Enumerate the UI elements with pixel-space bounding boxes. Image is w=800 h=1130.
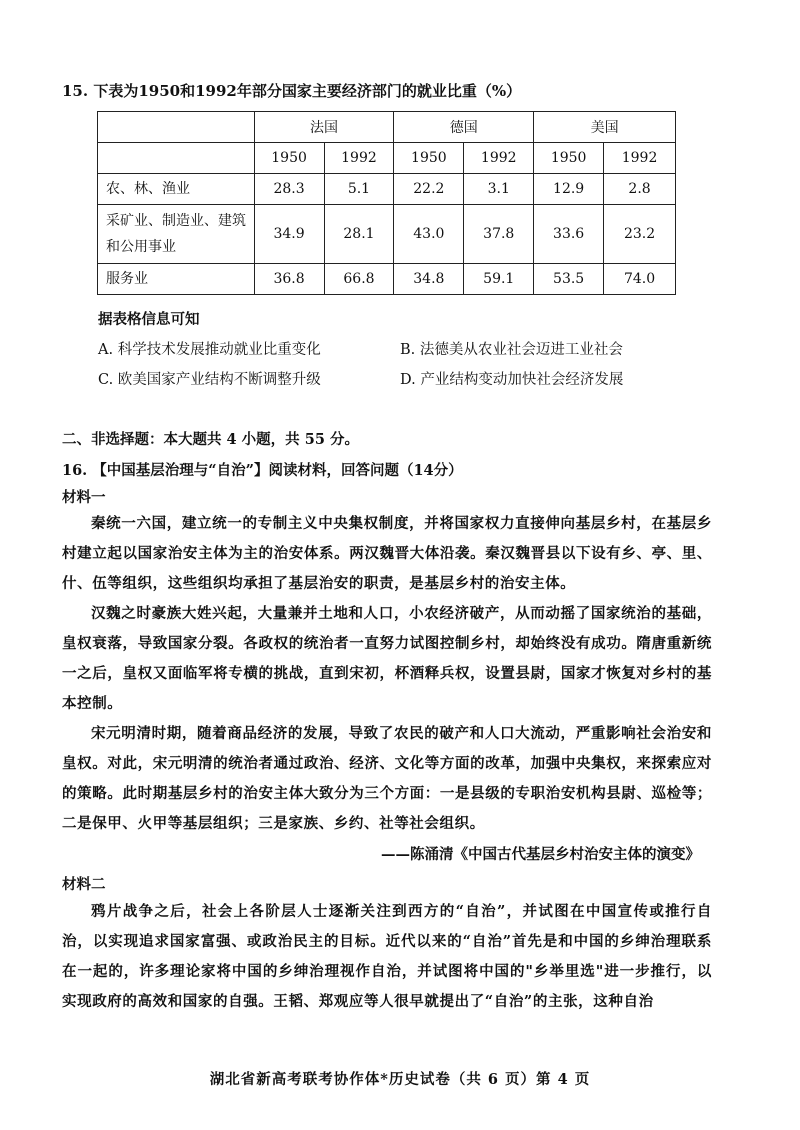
section-heading: 二、非选择题：本大题共 4 小题，共 55 分。 bbox=[62, 431, 359, 448]
year-header: 1992 bbox=[464, 143, 534, 174]
material-1-paragraph: 宋元明清时期，随着商品经济的发展，导致了农民的破产和人口大流动，严重影响社会治安和皇权。对此，宋元明清的统治者通过政治、经济、文化等方面的改革，加强中央集权，来探索应对的策略。此时期基层乡村的治安主体大致分为三个方面：一是县级的专职治安机构县尉、巡检等；二是保甲、火甲等基层组织；三是家族、乡约、社等社会组织。 bbox=[62, 725, 712, 832]
table-cell: 22.2 bbox=[394, 174, 464, 205]
year-header: 1992 bbox=[324, 143, 394, 174]
table-cell: 36.8 bbox=[254, 264, 324, 295]
material-2-label: 材料二 bbox=[62, 876, 106, 893]
row-label: 服务业 bbox=[98, 264, 255, 295]
option-d: D. 产业结构变动加快社会经济发展 bbox=[400, 372, 624, 388]
table-corner-cell bbox=[98, 112, 255, 143]
question-lead: 据表格信息可知 bbox=[98, 311, 200, 328]
table-row bbox=[98, 264, 676, 295]
country-header: 美国 bbox=[534, 112, 676, 143]
table-cell: 23.2 bbox=[604, 205, 676, 264]
option-c: C. 欧美国家产业结构不断调整升级 bbox=[98, 372, 321, 388]
material-1-paragraph: 秦统一六国，建立统一的专制主义中央集权制度，并将国家权力直接伸向基层乡村，在基层乡村建立起以国家治安主体为主的治安体系。两汉魏晋大体沿袭。秦汉魏晋县以下设有乡、亭、里、什、伍等组织，这些组织均承担了基层治安的职责，是基层乡村的治安主体。 bbox=[62, 515, 712, 592]
material-1-paragraph: 汉魏之时豪族大姓兴起，大量兼并土地和人口，小农经济破产，从而动摇了国家统治的基础，皇权衰落，导致国家分裂。各政权的统治者一直努力试图控制乡村，却始终没有成功。隋唐重新统一之后，皇权又面临军将专横的挑战，直到宋初，杯酒释兵权，设置县尉，国家才恢复对乡村的基本控制。 bbox=[62, 605, 712, 712]
table-cell: 53.5 bbox=[534, 264, 604, 295]
table-header-row bbox=[98, 112, 676, 143]
table-cell: 66.8 bbox=[324, 264, 394, 295]
year-header: 1950 bbox=[534, 143, 604, 174]
row-label: 采矿业、制造业、建筑和公用事业 bbox=[98, 205, 255, 264]
material-1-label: 材料一 bbox=[62, 489, 106, 506]
table-cell: 34.8 bbox=[394, 264, 464, 295]
table-cell: 33.6 bbox=[534, 205, 604, 264]
table-row bbox=[98, 205, 676, 264]
table-cell: 59.1 bbox=[464, 264, 534, 295]
source-citation: ——陈涌清《中国古代基层乡村治安主体的演变》 bbox=[381, 846, 700, 863]
employment-table bbox=[97, 111, 676, 295]
table-cell: 28.3 bbox=[254, 174, 324, 205]
table-cell: 43.0 bbox=[394, 205, 464, 264]
option-a: A. 科学技术发展推动就业比重变化 bbox=[98, 342, 321, 358]
year-header: 1950 bbox=[394, 143, 464, 174]
year-header: 1992 bbox=[604, 143, 676, 174]
table-cell: 5.1 bbox=[324, 174, 394, 205]
table-cell: 2.8 bbox=[604, 174, 676, 205]
year-header: 1950 bbox=[254, 143, 324, 174]
table-cell: 74.0 bbox=[604, 264, 676, 295]
table-cell: 12.9 bbox=[534, 174, 604, 205]
page-footer: 湖北省新高考联考协作体*历史试卷（共 6 页）第 4 页 bbox=[209, 1071, 591, 1088]
row-label: 农、林、渔业 bbox=[98, 174, 255, 205]
option-b: B. 法德美从农业社会迈进工业社会 bbox=[400, 342, 623, 358]
material-2-paragraph: 鸦片战争之后，社会上各阶层人士逐渐关注到西方的“自治”，并试图在中国宣传或推行自治，以实现追求国家富强、或政治民主的目标。近代以来的“自治”首先是和中国的乡绅治理联系在一起的，许多理论家将中国的乡绅治理视作自治，并试图将中国的"乡举里选"进一步推行，以实现政府的高效和国家的自强。王韬、郑观应等人很早就提出了“自治”的主张，这种自治 bbox=[62, 903, 712, 1010]
table-cell: 34.9 bbox=[254, 205, 324, 264]
country-header: 法国 bbox=[254, 112, 394, 143]
country-header: 德国 bbox=[394, 112, 534, 143]
table-row bbox=[98, 174, 676, 205]
question-16-title: 16. 【中国基层治理与“自治”】阅读材料，回答问题（14分） bbox=[62, 462, 463, 479]
table-cell: 28.1 bbox=[324, 205, 394, 264]
table-empty-cell bbox=[98, 143, 255, 174]
table-year-row bbox=[98, 143, 676, 174]
table-cell: 37.8 bbox=[464, 205, 534, 264]
question-15-title: 15. 下表为1950和1992年部分国家主要经济部门的就业比重（%） bbox=[62, 82, 522, 100]
table-cell: 3.1 bbox=[464, 174, 534, 205]
